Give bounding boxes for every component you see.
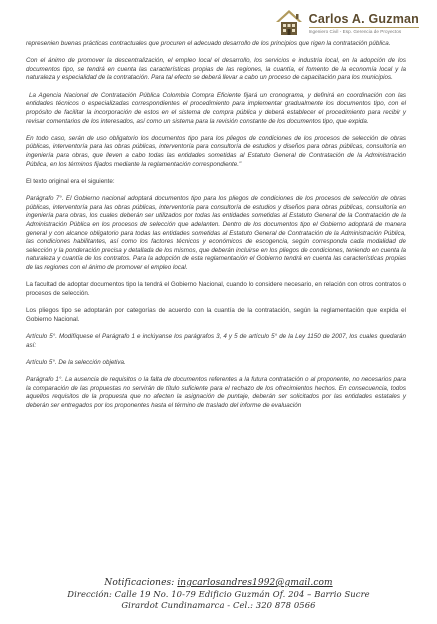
footer-city-phone: Girardot Cundinamarca - Cel.: 320 878 0566 <box>121 600 316 610</box>
brand-block <box>309 13 419 34</box>
paragraph: La facultad de adoptar documentos tipo la tendrá el Gobierno Nacional, cuando lo considere necesario, en relación con otros contratos o procesos de selección. <box>26 281 406 297</box>
paragraph: Los pliegos tipo se adoptarán por categorías de acuerdo con la cuantía de la contratación, según la reglamentación que expida el Gobierno Nacional. <box>26 307 406 323</box>
letterhead-footer <box>0 578 437 611</box>
footer-notifications-label: Notificaciones: <box>104 578 178 588</box>
paragraph: Artículo 5°. Modifíquese el Parágrafo 1 e inclúyanse los parágrafos 3, 4 y 5 de artículo 5° de la Ley 1150 de 2007, los cuales quedarán así: <box>26 332 406 349</box>
paragraph: En todo caso, serán de uso obligatorio los documentos tipo para los pliegos de condiciones de los procesos de selección de obras públicas, interventoría para las obras públicas, interventoría para consultoría de estudios y diseños para obras públicas, consultoría en ingeniería para obras, que lleven a cabo todas las entidades sometidas al Estatuto General de Contratación de la Administración Pública, en los términos fijados mediante la reglamentación correspondiente." <box>26 134 406 168</box>
document-body <box>26 40 406 419</box>
footer-address: Dirección: Calle 19 No. 10-79 Edificio Guzmán Of. 204 – Barrio Sucre <box>67 589 370 599</box>
brand-subtitle: Ingeniero Civil - Esp. Gerencia de Proyectos <box>309 27 419 34</box>
paragraph: La Agencia Nacional de Contratación Pública Colombia Compra Eficiente fijará un cronograma, y definirá en coordinación con las entidades técnicos o especializadas correspondientes el procedimiento para implementar gradualmente los documentos tipo, con el propósito de facilitar la incorporación de estos en el sistema de compra pública y deberá establecer el procedimiento para recibir y revisar comentarios de los interesados, así como un sistema para la revisión constante de los documentos tipo, que expida. <box>26 91 406 125</box>
paragraph: Artículo 5°. De la selección objetiva. <box>26 358 126 366</box>
footer-email-link[interactable]: ingcarlosandres1992@gmail.com <box>177 578 333 588</box>
house-roof-logo-icon <box>274 8 304 38</box>
paragraph: Con el ánimo de promover la descentralización, el empleo local el desarrollo, los servicios e industria local, en la adopción de los documentos tipo, se tendrá en cuenta las características propias de las regiones, la cuantía, el fomento de la economía local y la naturaleza y especialidad de la contratación. Para tal efecto se deberá llevar a cabo un proceso de capacitación para los municipios. <box>26 57 406 82</box>
paragraph: Parágrafo 7°. El Gobierno nacional adoptará documentos tipo para los pliegos de condiciones de los procesos de selección de obras públicas, interventoría para las obras públicas, interventoría para consultoría de estudios y diseños para obras públicas, consultoría en ingeniería para obras, los cuales deberán ser utilizados por todas las entidades sometidas al Estatuto General de la Contratación de la Administración Pública en los procesos de selección que adelanten. Dentro de los documentos tipo el Gobierno adoptará de manera general y con alcance obligatorio para todas las entidades sometidas al Estatuto General de Contratación de la Administración Pública, las condiciones habilitantes, así como los factores técnicos y económicos de escogencia, según corresponda cada modalidad de selección y la ponderación precisa y detallada de los mismos, que deberán incluirse en los pliegos de condiciones, teniendo en cuenta la naturaleza y cuantía de los contratos. Para la adopción de esta reglamentación el Gobierno tendrá en cuenta las características propias de las regiones con el ánimo de promover el empleo local. <box>26 195 406 271</box>
paragraph: Parágrafo 1°. La ausencia de requisitos o la falta de documentos referentes a la futura contratación o al proponente, no necesarios para la comparación de las propuestas no servirán de título suficiente para el rechazo de los ofrecimientos hechos. En consecuencia, todos aquellos requisitos de la propuesta que no afecten la asignación de puntaje, deberán ser solicitados por las entidades estatales y deberán ser entregados por los proponentes hasta el término de traslado del informe de evaluación <box>26 376 406 409</box>
paragraph: El texto original era el siguiente: <box>26 177 115 185</box>
footer-notifications <box>0 578 437 589</box>
letterhead <box>274 6 419 40</box>
brand-name: Carlos A. Guzman <box>308 11 419 26</box>
paragraph: represenien buenas prácticas contractuales que procuren el adecuado desarrollo de los principios que rigen la contratación pública. <box>26 40 391 47</box>
